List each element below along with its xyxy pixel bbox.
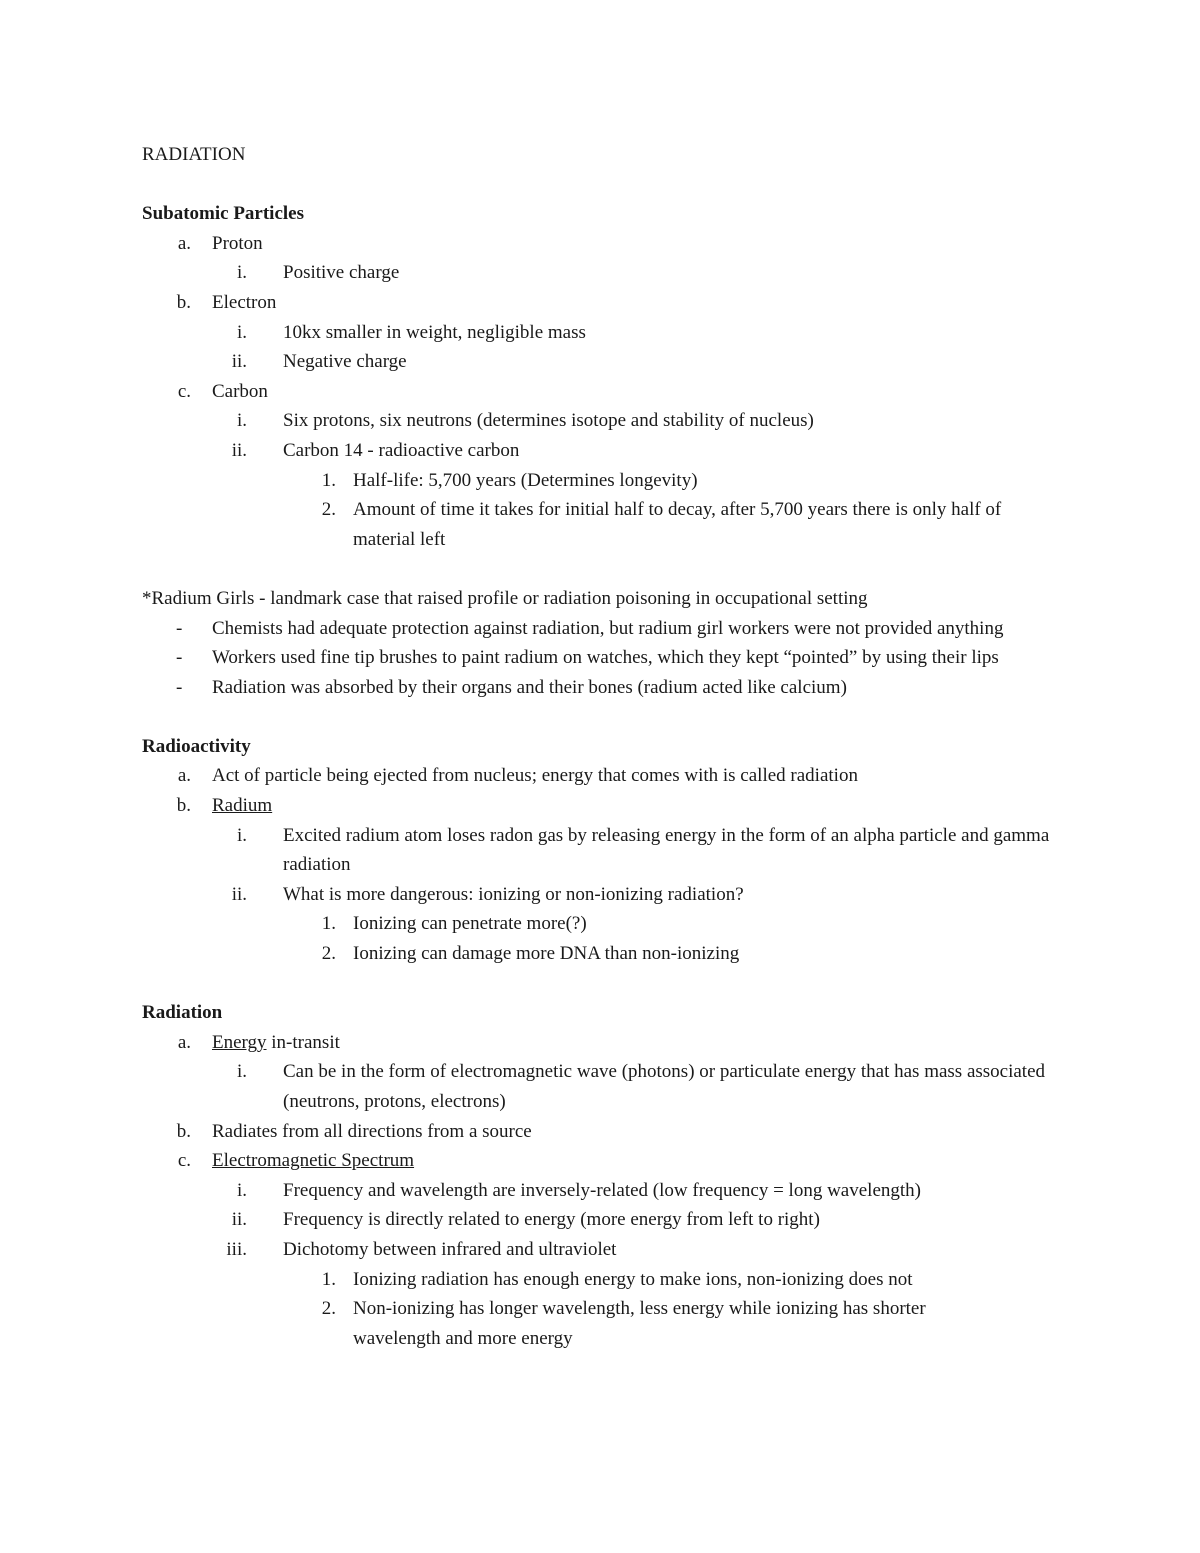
list-item: - Workers used fine tip brushes to paint radium on watches, which they kept “pointed” by using their lips xyxy=(142,643,1072,673)
document-title: RADIATION xyxy=(142,144,246,165)
section-heading: Radiation xyxy=(142,1002,223,1024)
list-marker: ii. xyxy=(231,1209,247,1231)
underlined-term: Energy xyxy=(212,1031,267,1053)
list-item: - Chemists had adequate protection against radiation, but radium girl workers were not provided anything xyxy=(142,614,1072,644)
list-marker: 2. xyxy=(321,1298,336,1320)
list-item: i. Positive charge xyxy=(142,258,1072,288)
list-marker: 1. xyxy=(321,1268,336,1290)
list-item: 1. Ionizing radiation has enough energy to make ions, non-ionizing does not xyxy=(142,1265,1072,1295)
list-item: b. Electron xyxy=(142,288,1072,318)
list-marker: i. xyxy=(236,410,247,432)
list-item: b. Radium xyxy=(142,791,1072,821)
list-marker: ii. xyxy=(231,439,247,461)
list-marker: i. xyxy=(236,1179,247,1201)
list-item: b. Radiates from all directions from a source xyxy=(142,1117,1072,1147)
document-body xyxy=(142,140,1072,1353)
dash-bullet: - xyxy=(176,676,183,698)
list-item: 2. Amount of time it takes for initial half to decay, after 5,700 years there is only half of material left xyxy=(142,495,1072,554)
list-item: 1. Half-life: 5,700 years (Determines longevity) xyxy=(142,466,1072,496)
list-marker: a. xyxy=(177,765,191,787)
list-marker: b. xyxy=(176,795,191,817)
list-marker: i. xyxy=(236,824,247,846)
list-marker: i. xyxy=(236,1061,247,1083)
list-item: 1. Ionizing can penetrate more(?) xyxy=(142,909,1072,939)
section-heading: Subatomic Particles xyxy=(142,203,305,225)
spacer xyxy=(142,702,1072,732)
list-item: ii. Carbon 14 - radioactive carbon xyxy=(142,436,1072,466)
list-item: c. Electromagnetic Spectrum xyxy=(142,1146,1072,1176)
list-marker: 2. xyxy=(321,499,336,521)
list-item: ii. Negative charge xyxy=(142,347,1072,377)
list-marker: b. xyxy=(176,291,191,313)
list-marker: i. xyxy=(236,321,247,343)
list-item: ii. What is more dangerous: ionizing or non-ionizing radiation? xyxy=(142,880,1072,910)
list-item: - Radiation was absorbed by their organs and their bones (radium acted like calcium) xyxy=(142,673,1072,703)
section-heading: Radioactivity xyxy=(142,735,251,757)
list-item: iii. Dichotomy between infrared and ultraviolet xyxy=(142,1235,1072,1265)
list-item: a. Energy in-transit xyxy=(142,1028,1072,1058)
list-item: a. Proton xyxy=(142,229,1072,259)
list-item: i. 10kx smaller in weight, negligible mass xyxy=(142,318,1072,348)
list-marker: 1. xyxy=(321,913,336,935)
list-item: i. Can be in the form of electromagnetic wave (photons) or particulate energy that has mass associated (neutrons, protons, electrons) xyxy=(142,1057,1072,1116)
list-item: ii. Frequency is directly related to energy (more energy from left to right) xyxy=(142,1205,1072,1235)
list-item: i. Excited radium atom loses radon gas by releasing energy in the form of an alpha particle and gamma radiation xyxy=(142,821,1072,880)
list-marker: i. xyxy=(236,262,247,284)
list-marker: iii. xyxy=(226,1238,247,1260)
list-marker: c. xyxy=(177,380,191,402)
list-marker: c. xyxy=(177,1150,191,1172)
dash-bullet: - xyxy=(176,617,183,639)
list-item: 2. Ionizing can damage more DNA than non-ionizing xyxy=(142,939,1072,969)
list-item: c. Carbon xyxy=(142,377,1072,407)
list-marker: 2. xyxy=(321,943,336,965)
list-item: i. Frequency and wavelength are inversely-related (low frequency = long wavelength) xyxy=(142,1176,1072,1206)
list-marker: b. xyxy=(176,1120,191,1142)
list-item: 2. Non-ionizing has longer wavelength, less energy while ionizing has shorter wavelength and more energy xyxy=(142,1294,1072,1353)
list-item: a. Act of particle being ejected from nucleus; energy that comes with is called radiation xyxy=(142,761,1072,791)
list-marker: a. xyxy=(177,1031,191,1053)
spacer xyxy=(142,554,1072,584)
spacer xyxy=(142,170,1072,200)
list-marker: 1. xyxy=(321,469,336,491)
list-marker: a. xyxy=(177,232,191,254)
note-paragraph: *Radium Girls - landmark case that raised profile or radiation poisoning in occupational setting xyxy=(142,587,868,609)
list-item: i. Six protons, six neutrons (determines isotope and stability of nucleus) xyxy=(142,406,1072,436)
dash-bullet: - xyxy=(176,647,183,669)
spacer xyxy=(142,969,1072,999)
list-marker: ii. xyxy=(231,883,247,905)
list-marker: ii. xyxy=(231,351,247,373)
